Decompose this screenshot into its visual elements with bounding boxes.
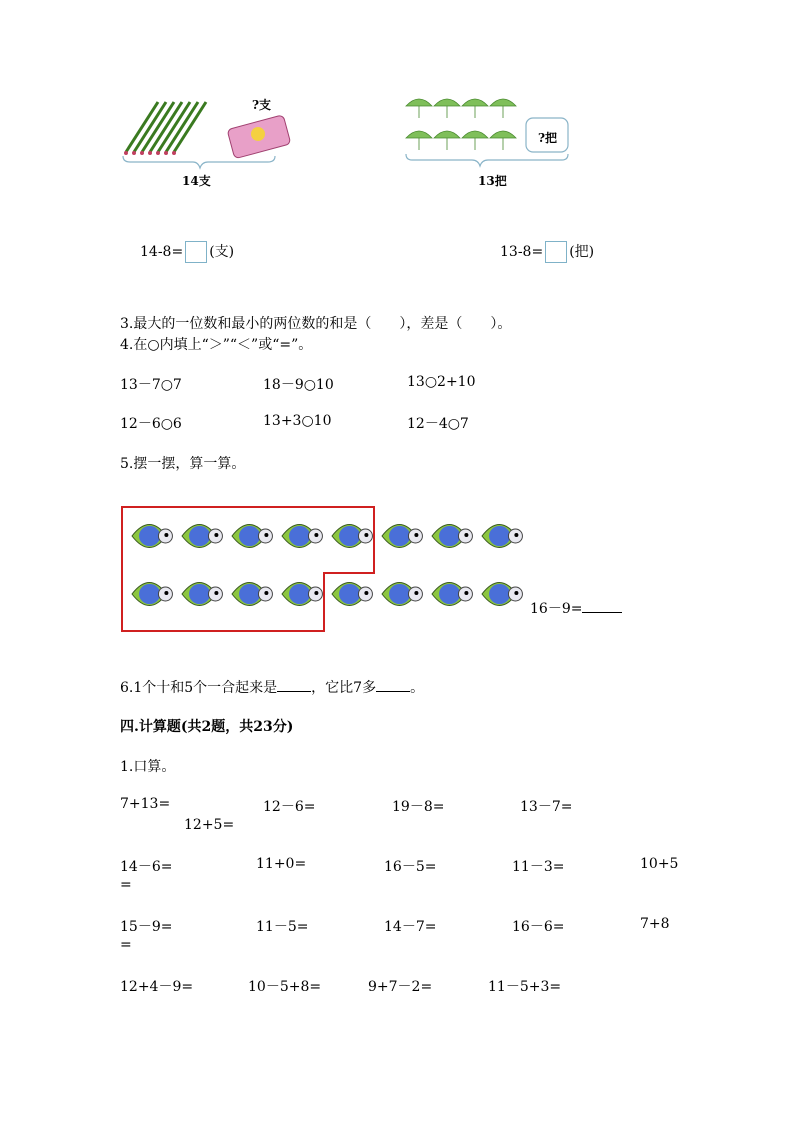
calc-item: 10+5	[640, 856, 679, 872]
compare-item: 13+3○10	[263, 413, 332, 429]
question-6-blank-1[interactable]	[277, 677, 311, 692]
equation-pencils-unit: (支)	[209, 244, 235, 260]
question-6-part3: 。	[410, 680, 425, 696]
fish-icon	[182, 583, 222, 606]
calc-item: 11－5=	[256, 919, 309, 935]
fish-icon	[132, 583, 172, 606]
calc-item: 10－5+8=	[248, 979, 322, 995]
fish-icon	[482, 583, 522, 606]
equation-pencils	[140, 241, 234, 263]
calc-item: 11－3=	[512, 859, 565, 875]
question-6-part2: ，它比7多	[311, 680, 377, 696]
calc-item: 11－5+3=	[488, 979, 562, 995]
calc-item: 15－9=	[120, 919, 173, 935]
fish-icon	[332, 525, 372, 548]
fish-icon	[282, 525, 322, 548]
equation-umbrellas-unit: (把)	[569, 244, 595, 260]
fish-icon	[182, 525, 222, 548]
calc-item: 14－6=	[120, 859, 173, 875]
calc-item: 12+5=	[184, 817, 235, 833]
question-6	[120, 677, 424, 697]
pencils-icon	[126, 102, 206, 152]
calc-item: 7+8	[640, 916, 670, 932]
compare-item: 13－7○7	[120, 377, 182, 393]
equation-umbrellas-left: 13-8=	[500, 244, 544, 260]
fish-equation-text: 16－9=	[530, 601, 583, 617]
fish-icon	[132, 525, 172, 548]
equation-umbrellas	[500, 241, 594, 263]
fish-icon	[232, 583, 272, 606]
calc-item: 12－6=	[263, 799, 316, 815]
fish-icon	[382, 525, 422, 548]
fish-icon	[382, 583, 422, 606]
calc-item: 7+13=	[120, 796, 171, 812]
answer-box-umbrellas[interactable]	[545, 241, 567, 263]
pencil-count-bubble: ?支	[252, 98, 272, 112]
compare-item: 12－6○6	[120, 416, 182, 432]
pencil-box-icon	[227, 115, 291, 159]
section-4-heading: 四.计算题(共2题，共23分)	[120, 719, 294, 735]
calc-question-1: 1.口算。	[120, 759, 176, 775]
calc-item: 12+4－9=	[120, 979, 194, 995]
compare-item: 18－9○10	[263, 377, 334, 393]
calc-item: 9+7－2=	[368, 979, 433, 995]
question-6-part1: 6.1个十和5个一合起来是	[120, 680, 278, 696]
fish-equation	[530, 598, 622, 618]
compare-item: 13○2+10	[407, 374, 476, 390]
fish-image	[120, 505, 540, 637]
fish-icon	[332, 583, 372, 606]
calc-item: 13－7=	[520, 799, 573, 815]
calc-item: 16－5=	[384, 859, 437, 875]
calc-item: 14－7=	[384, 919, 437, 935]
calc-item: 16－6=	[512, 919, 565, 935]
calc-item: =	[120, 877, 132, 893]
compare-item: 12－4○7	[407, 416, 469, 432]
calc-item: 19－8=	[392, 799, 445, 815]
pencil-illustration	[118, 92, 308, 192]
question-6-blank-2[interactable]	[376, 677, 410, 692]
fish-icon	[432, 583, 472, 606]
umbrella-count-bubble: ?把	[538, 131, 558, 145]
fish-answer-blank[interactable]	[582, 598, 622, 613]
question-5: 5.摆一摆，算一算。	[120, 456, 246, 472]
umbrella-total-label: 13把	[478, 174, 507, 188]
pencils-and-box-image	[118, 92, 308, 192]
pencil-total-label: 14支	[182, 174, 211, 188]
fish-icon	[232, 525, 272, 548]
fish-icon	[282, 583, 322, 606]
calc-item: =	[120, 937, 132, 953]
question-3: 3.最大的一位数和最小的两位数的和是（ ），差是（ ）。	[120, 316, 512, 332]
calc-item: 11+0=	[256, 856, 307, 872]
umbrella-icon	[406, 99, 516, 150]
question-4: 4.在○内填上“＞”“＜”或“=”。	[120, 337, 313, 353]
answer-box-pencils[interactable]	[185, 241, 207, 263]
equation-pencils-left: 14-8=	[140, 244, 184, 260]
fish-icon	[482, 525, 522, 548]
fish-icon	[432, 525, 472, 548]
fish-illustration	[120, 505, 540, 637]
